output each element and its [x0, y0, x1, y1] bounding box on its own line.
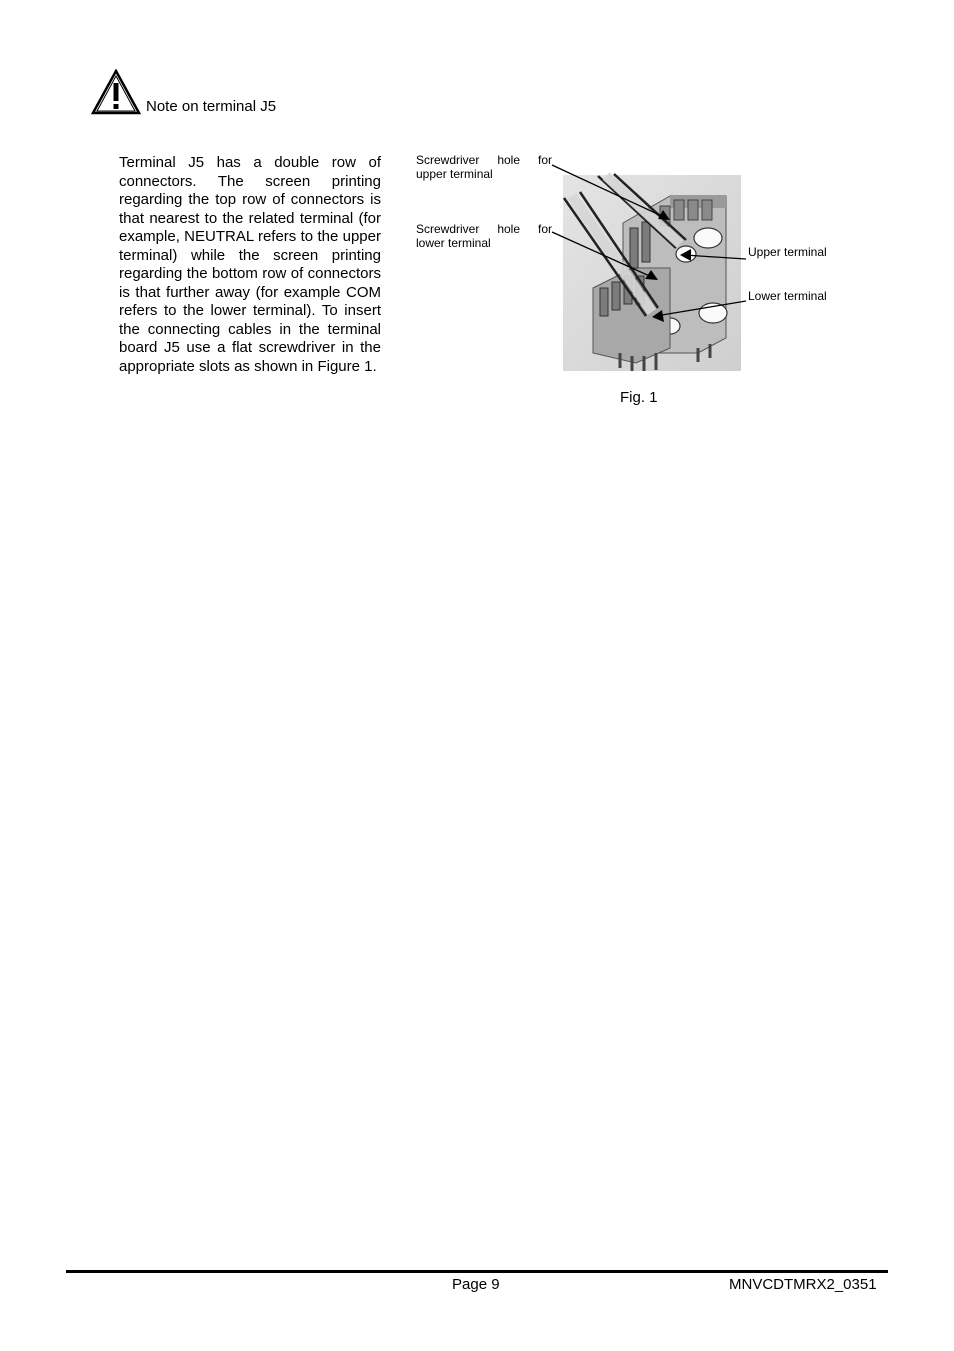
label-lower-terminal: Lower terminal: [748, 289, 827, 303]
terminal-block-illustration: [408, 148, 848, 413]
terminal-figure: [408, 148, 848, 413]
label-upper-terminal: Upper terminal: [748, 245, 827, 259]
body-paragraph: Terminal J5 has a double row of connectors. The screen printing regarding the top row of connectors is that nearest to the related terminal (for example, NEUTRAL refers to the upper terminal) while the screen printing regarding the bottom row of connectors is that further away (for example COM refers to the lower terminal). To insert the connecting cables in the terminal board J5 use a flat screwdriver in the appropriate slots as shown in Figure 1.: [119, 154, 381, 375]
label-lower-hole-word-1: Screwdriver: [416, 222, 480, 236]
label-upper-hole-line2: upper terminal: [416, 167, 493, 181]
note-title: Note on terminal J5: [146, 98, 277, 115]
label-upper-hole: [416, 153, 552, 181]
label-lower-hole-word-2: hole: [497, 222, 521, 236]
label-upper-hole-word-3: for: [537, 153, 552, 167]
label-lower-hole: [416, 222, 552, 250]
page-number: Page 9: [452, 1276, 500, 1293]
document-code: MNVCDTMRX2_0351: [729, 1276, 877, 1293]
label-lower-hole-line2: lower terminal: [416, 236, 491, 250]
label-upper-hole-word-2: hole: [497, 153, 521, 167]
label-lower-hole-word-3: for: [537, 222, 552, 236]
warning-triangle-icon: [91, 69, 141, 115]
footer-divider: [66, 1270, 888, 1273]
label-upper-hole-word-1: Screwdriver: [416, 153, 480, 167]
figure-caption: Fig. 1: [620, 389, 658, 406]
